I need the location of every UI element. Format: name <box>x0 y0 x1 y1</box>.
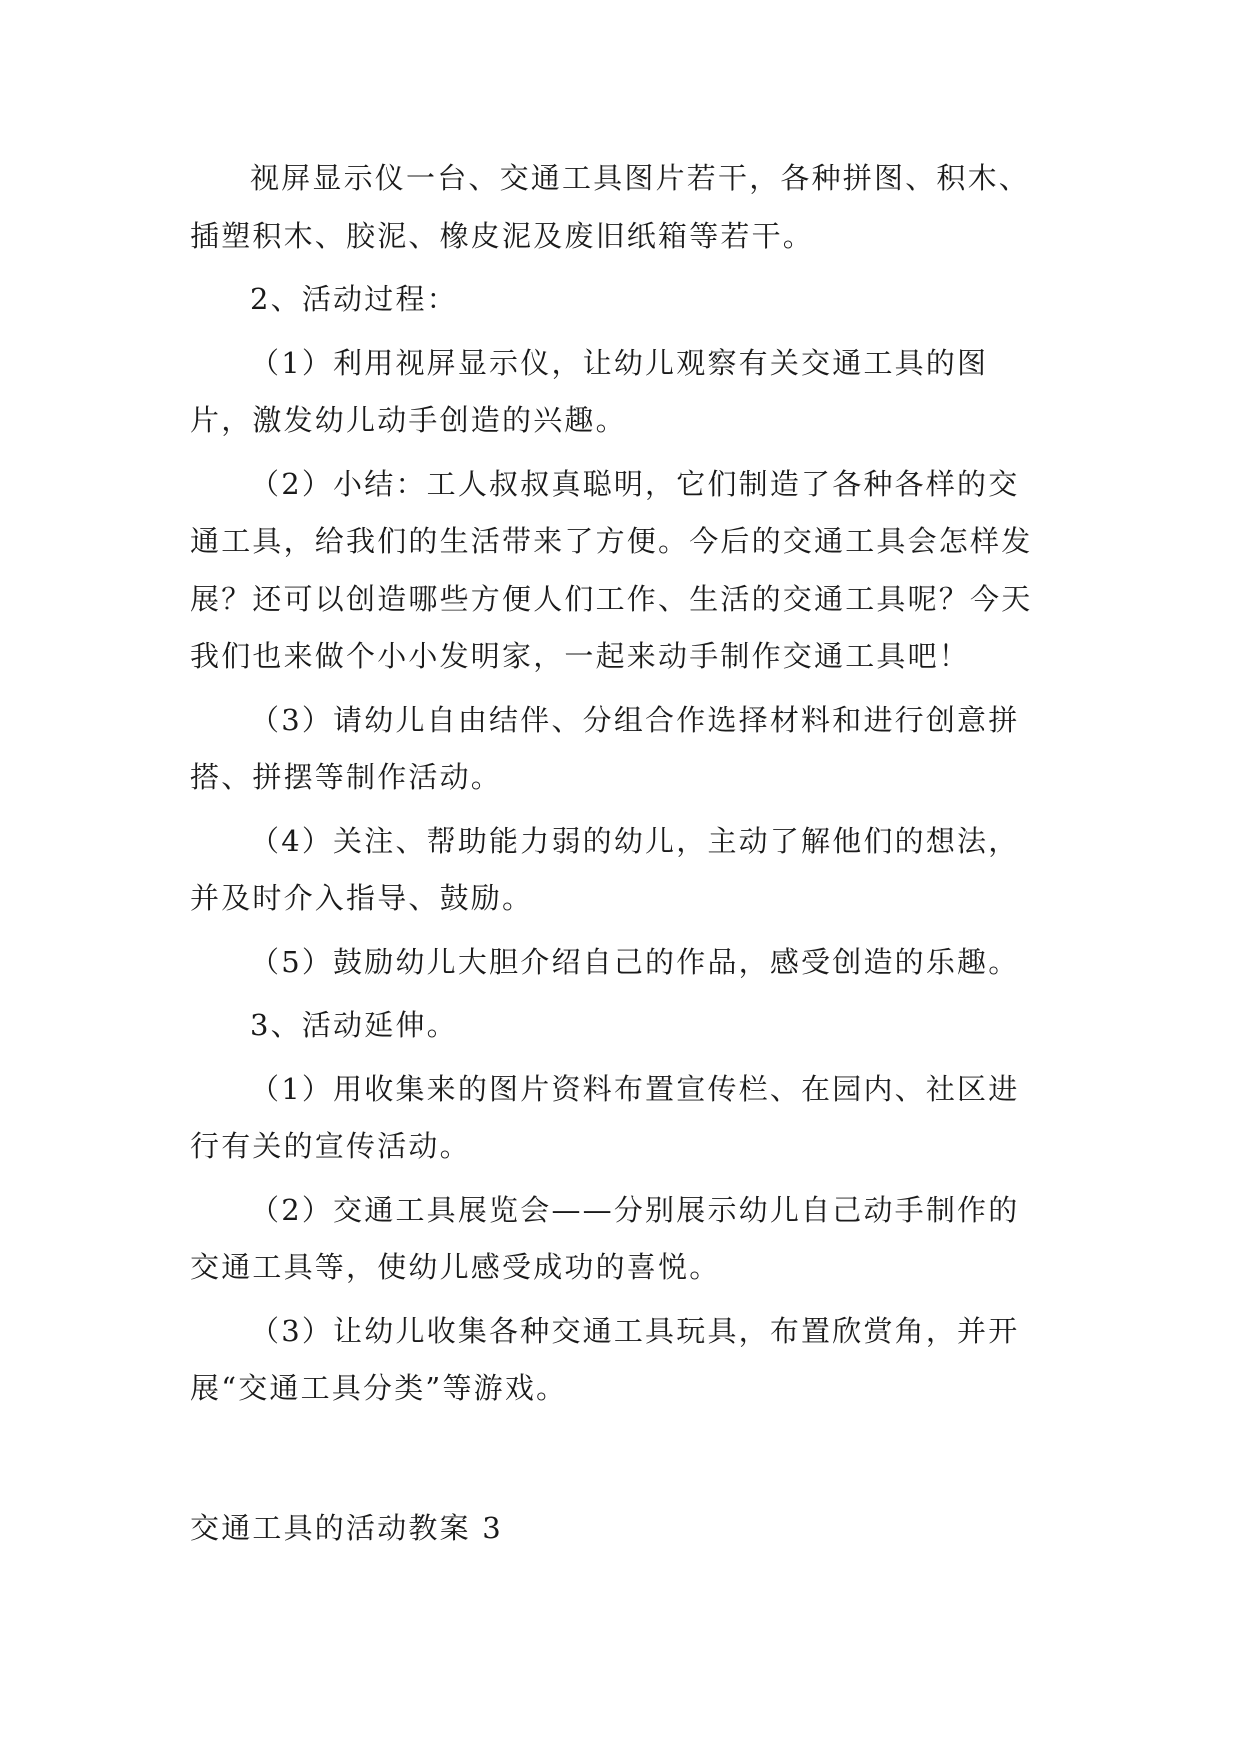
paragraph-step-5: （5）鼓励幼儿大胆介绍自己的作品，感受创造的乐趣。 <box>250 944 1020 979</box>
paragraph-step-2: （2）小结：工人叔叔真聪明，它们制造了各种各样的交通工具，给我们的生活带来了方便。今后的交通工具会怎样发展？还可以创造哪些方便人们工作、生活的交通工具呢？今天我们也来做个小小发明家，一起来动手制作交通工具吧！ <box>190 466 1033 673</box>
document-body <box>190 150 1050 1424</box>
paragraph-extension-1: （1）用收集来的图片资料布置宣传栏、在园内、社区进行有关的宣传活动。 <box>190 1071 1020 1163</box>
paragraph-extension-heading: 3、活动延伸。 <box>250 1008 458 1042</box>
section-heading: 交通工具的活动教案 3 <box>190 1511 503 1545</box>
paragraph-extension-3: （3）让幼儿收集各种交通工具玩具，布置欣赏角，并开展“交通工具分类”等游戏。 <box>190 1313 1020 1405</box>
paragraph-extension-2: （2）交通工具展览会——分别展示幼儿自己动手制作的交通工具等，使幼儿感受成功的喜悦。 <box>190 1192 1020 1284</box>
paragraph-materials: 视屏显示仪一台、交通工具图片若干，各种拼图、积木、插塑积木、胶泥、橡皮泥及废旧纸箱等若干。 <box>190 161 1031 253</box>
paragraph-step-4: （4）关注、帮助能力弱的幼儿，主动了解他们的想法，并及时介入指导、鼓励。 <box>190 823 1020 915</box>
paragraph-process-heading: 2、活动过程： <box>250 282 458 316</box>
paragraph-step-3: （3）请幼儿自由结伴、分组合作选择材料和进行创意拼搭、拼摆等制作活动。 <box>190 702 1020 794</box>
paragraph-step-1: （1）利用视屏显示仪，让幼儿观察有关交通工具的图片，激发幼儿动手创造的兴趣。 <box>190 345 989 437</box>
